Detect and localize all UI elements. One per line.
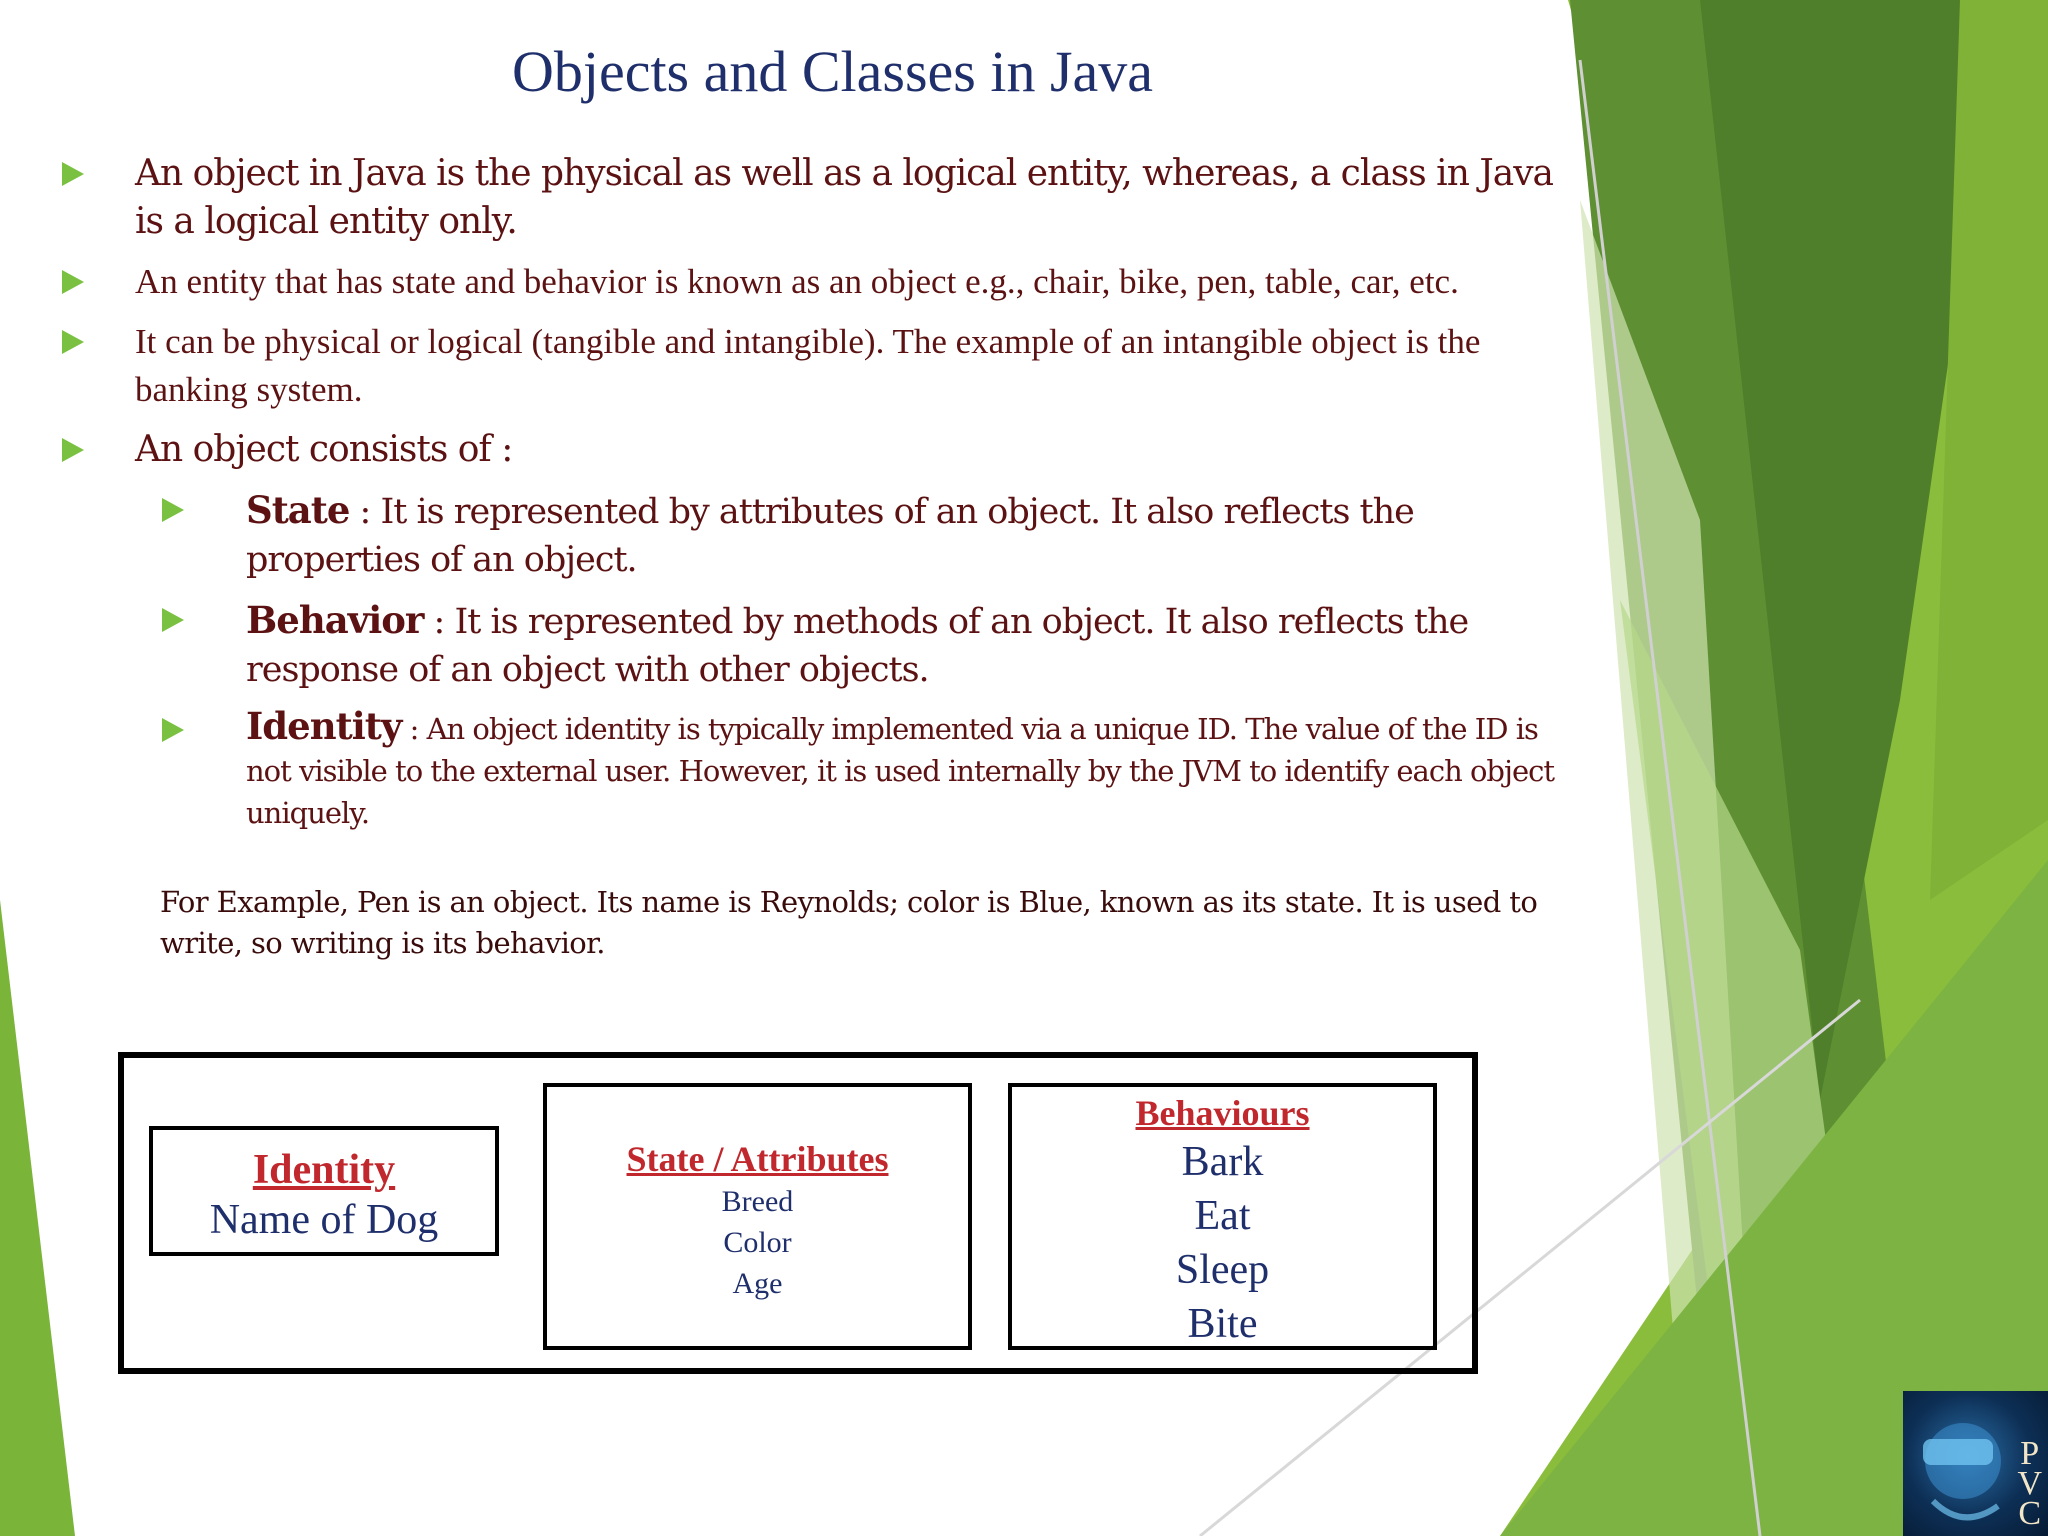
bullet-text: An entity that has state and behavior is known as an object e.g., chair, bike, pen, table, car, etc. (135, 262, 1459, 301)
bullet-text: An object consists of : (135, 429, 513, 470)
sub-bullet-behavior (158, 596, 1578, 694)
sub-bullet-term: State (246, 488, 350, 532)
behaviour-item: Sleep (1175, 1247, 1270, 1293)
identity-value: Name of Dog (209, 1197, 439, 1243)
behaviours-heading: Behaviours (1135, 1093, 1310, 1133)
bullet-arrow-icon (162, 718, 184, 742)
logo-letters: P V C (2017, 1435, 2042, 1532)
bullet-item (58, 258, 1578, 306)
behaviour-item: Eat (1194, 1193, 1251, 1239)
state-heading: State / Attributes (626, 1139, 889, 1179)
identity-heading: Identity (252, 1147, 396, 1193)
bullet-item (58, 318, 1578, 414)
state-item: Age (732, 1267, 783, 1300)
sub-bullet-term: Identity (246, 704, 402, 748)
bullet-arrow-icon (62, 270, 84, 294)
sub-bullet-text: : It is represented by attributes of an object. It also reflects the properties of an object. (246, 492, 1414, 580)
behaviour-item: Bite (1187, 1301, 1258, 1347)
bullet-item (58, 426, 1578, 474)
logo (1903, 1391, 2048, 1536)
identity-box (149, 1126, 499, 1256)
behaviour-item: Bark (1181, 1139, 1264, 1185)
bullet-list (58, 150, 1578, 846)
state-box (543, 1083, 972, 1350)
example-text: For Example, Pen is an object. Its name is Reynolds; color is Blue, known as its state. It is used to write, so writing is its behavior. (160, 885, 1538, 960)
bullet-arrow-icon (62, 330, 84, 354)
sub-bullet-state (158, 486, 1578, 584)
sub-bullet-identity (158, 706, 1578, 834)
bullet-text: It can be physical or logical (tangible and intangible). The example of an intangible object is the banking system. (135, 322, 1481, 409)
sub-bullet-text: : An object identity is typically implemented via a unique ID. The value of the ID is not visible to the external user. However, it is used internally by the JVM to identify each object uniquely. (246, 712, 1555, 830)
bullet-text: An object in Java is the physical as well as a logical entity, whereas, a class in Java is a logical entity only. (135, 153, 1554, 242)
sub-bullet-term: Behavior (246, 598, 424, 642)
sub-bullet-text: : It is represented by methods of an object. It also reflects the response of an object with other objects. (246, 602, 1469, 690)
slide-title: Objects and Classes in Java (511, 39, 1154, 104)
bullet-arrow-icon (62, 162, 84, 186)
bullet-item (58, 150, 1578, 246)
state-item: Color (723, 1226, 792, 1259)
bullet-arrow-icon (162, 608, 184, 632)
state-item: Breed (721, 1185, 794, 1218)
behaviours-box (1008, 1083, 1437, 1350)
bullet-arrow-icon (162, 498, 184, 522)
bullet-arrow-icon (62, 438, 84, 462)
